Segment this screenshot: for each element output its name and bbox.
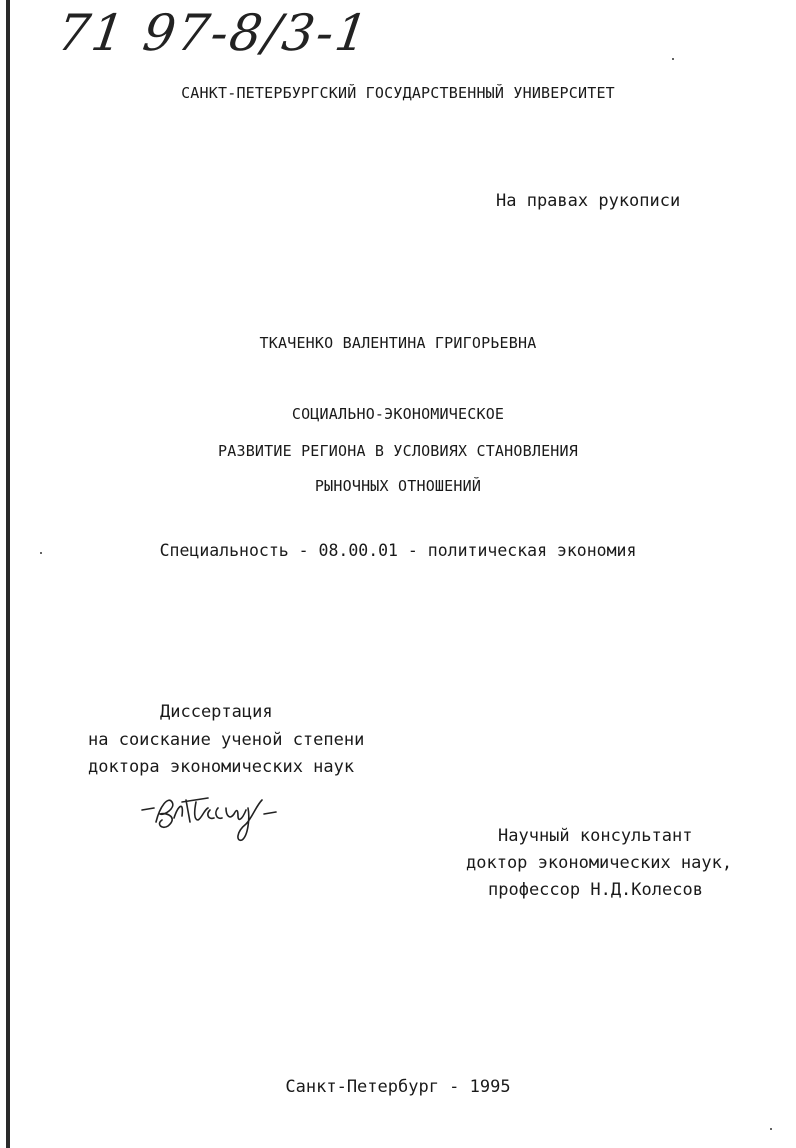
scan-speck: [672, 58, 674, 60]
city-year: Санкт-Петербург - 1995: [285, 1077, 511, 1097]
consultant-line-2: доктор экономических наук,: [466, 853, 733, 873]
dissertation-line-3: доктора экономических наук: [88, 757, 355, 777]
dissertation-line-1: Диссертация: [160, 702, 273, 722]
scan-speck: [770, 1128, 772, 1130]
title-line-1: СОЦИАЛЬНО-ЭКОНОМИЧЕСКОЕ: [291, 405, 505, 423]
university-name: САНКТ-ПЕТЕРБУРГСКИЙ ГОСУДАРСТВЕННЫЙ УНИВЕРСИТЕТ: [181, 84, 615, 102]
author-signature: [138, 788, 298, 848]
title-line-2: РАЗВИТИЕ РЕГИОНА В УСЛОВИЯХ СТАНОВЛЕНИЯ: [218, 442, 578, 460]
title-line-3: РЫНОЧНЫХ ОТНОШЕНИЙ: [314, 477, 482, 495]
dissertation-line-2: на соискание ученой степени: [88, 730, 365, 750]
author-name: ТКАЧЕНКО ВАЛЕНТИНА ГРИГОРЬЕВНА: [259, 334, 537, 352]
manuscript-rights: На правах рукописи: [496, 191, 681, 211]
consultant-line-3: профессор Н.Д.Колесов: [488, 880, 703, 900]
page-left-edge: [6, 0, 10, 1148]
speciality: Специальность - 08.00.01 - политическая экономия: [159, 541, 637, 560]
archive-code: 71 97-8/3-1: [53, 4, 374, 62]
consultant-line-1: Научный консультант: [498, 826, 693, 846]
